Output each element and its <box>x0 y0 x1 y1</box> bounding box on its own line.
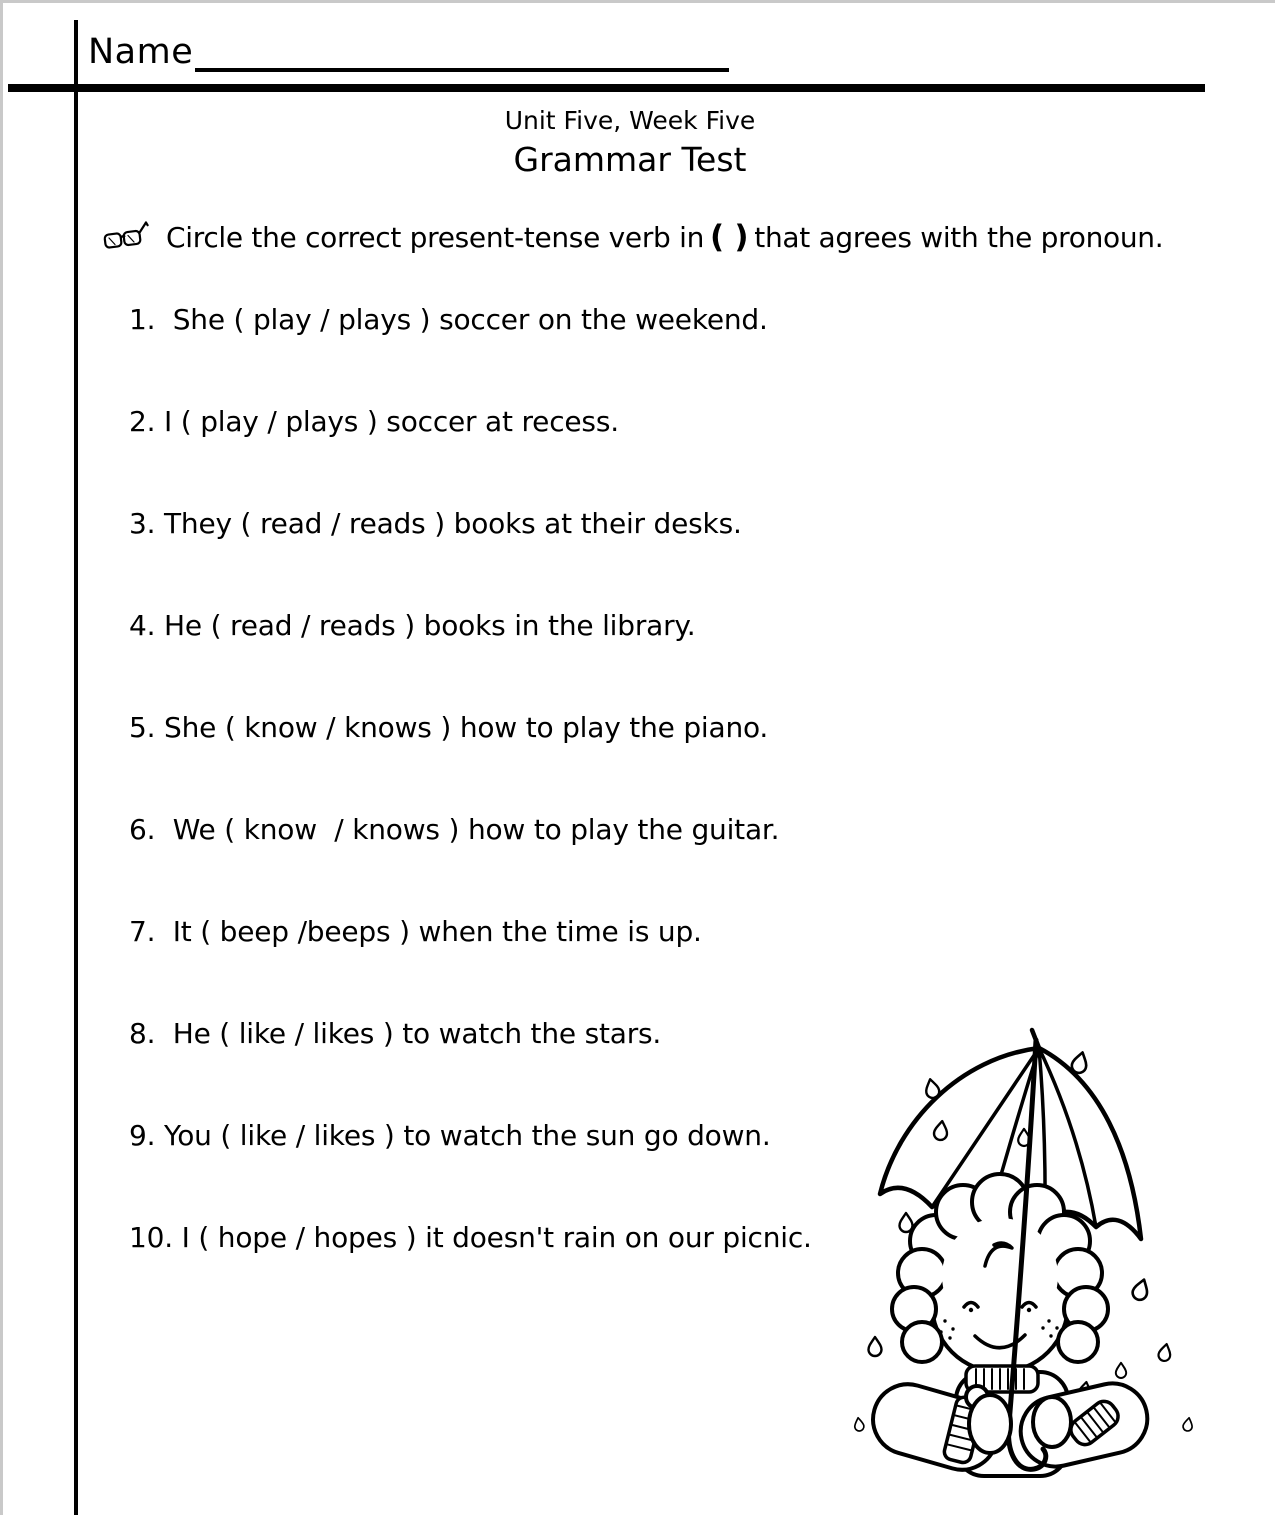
instruction-parentheses: ( ) <box>710 219 749 255</box>
question-item-9: 9. You ( like / likes ) to watch the sun go down. <box>129 1119 771 1152</box>
question-item-8: 8. He ( like / likes ) to watch the stars. <box>129 1017 662 1050</box>
instruction-prefix: Circle the correct present-tense verb in <box>166 221 705 254</box>
child-with-umbrella-illustration <box>828 1026 1275 1515</box>
name-label: Name <box>88 32 194 72</box>
page-title: Grammar Test <box>513 140 747 179</box>
question-item-3: 3. They ( read / reads ) books at their desks. <box>129 507 742 540</box>
question-item-7: 7. It ( beep /beeps ) when the time is up. <box>129 915 702 948</box>
question-item-6: 6. We ( know / knows ) how to play the guitar. <box>129 813 780 846</box>
eyeglasses-icon <box>101 218 149 256</box>
instruction-suffix: that agrees with the pronoun. <box>754 221 1164 254</box>
header-divider-rule <box>8 84 1205 92</box>
instruction-text <box>166 219 1163 255</box>
name-blank-line[interactable] <box>195 26 729 72</box>
name-row <box>88 26 729 72</box>
question-item-10: 10. I ( hope / hopes ) it doesn't rain on our picnic. <box>129 1221 812 1254</box>
question-item-2: 2. I ( play / plays ) soccer at recess. <box>129 405 619 438</box>
question-item-1: 1. She ( play / plays ) soccer on the weekend. <box>129 303 768 336</box>
unit-week-heading: Unit Five, Week Five <box>504 106 756 135</box>
instruction-row <box>101 218 1163 256</box>
scan-edge-left <box>0 0 3 1515</box>
margin-vertical-rule <box>74 20 78 1515</box>
question-item-4: 4. He ( read / reads ) books in the library. <box>129 609 696 642</box>
scan-edge-top <box>0 0 1275 3</box>
question-list <box>129 300 812 1320</box>
question-item-5: 5. She ( know / knows ) how to play the piano. <box>129 711 769 744</box>
